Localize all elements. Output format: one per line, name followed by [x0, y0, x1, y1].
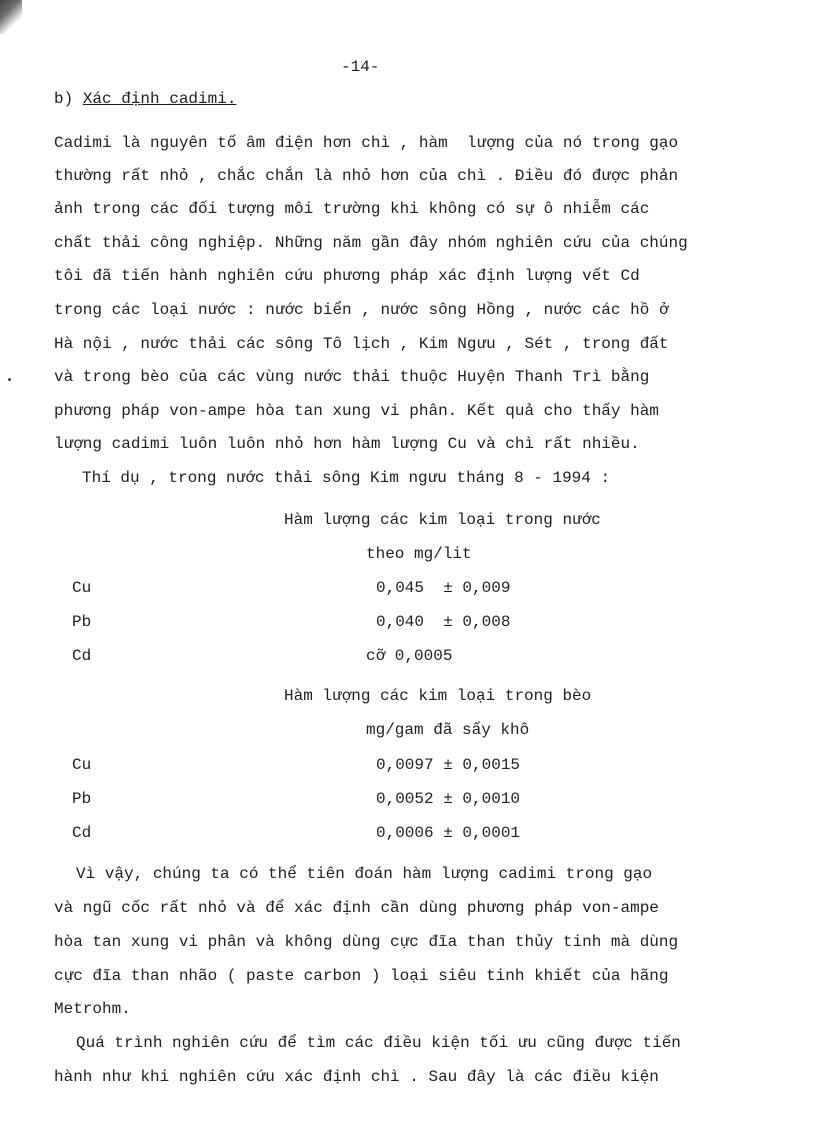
paragraph2-line: Vì vậy, chúng ta có thể tiên đoán hàm lượng cadimi trong gạo — [76, 865, 653, 883]
paragraph1-line: thường rất nhỏ , chắc chắn là nhỏ hơn của chì . Điều đó được phản — [54, 167, 679, 185]
water-element-label: Pb — [72, 613, 92, 631]
water-element-value: 0,045 ± 0,009 — [376, 579, 511, 597]
weed-element-value: 0,0006 ± 0,0001 — [376, 824, 521, 842]
section-heading — [54, 90, 236, 108]
paragraph1-line: và trong bèo của các vùng nước thải thuộc Huyện Thanh Trì bằng — [54, 368, 650, 386]
weed-element-label: Cu — [72, 756, 92, 774]
scan-corner-mark — [0, 0, 22, 34]
paragraph2-line: Metrohm. — [54, 1000, 131, 1018]
water-table-unit: theo mg/lit — [366, 545, 472, 563]
water-element-label: Cu — [72, 579, 92, 597]
weed-element-label: Pb — [72, 790, 92, 808]
weed-table-unit: mg/gam đã sấy khô — [366, 721, 530, 739]
section-title: Xác định cadimi. — [82, 90, 237, 108]
paragraph2-line: hòa tan xung vi phân và không dùng cực đĩa than thủy tinh mà dùng — [54, 933, 679, 951]
paragraph1-line: ảnh trong các đối tượng môi trường khi không có sự ô nhiễm các — [54, 200, 650, 218]
paragraph1-line: trong các loại nước : nước biển , nước sông Hồng , nước các hồ ở — [54, 301, 669, 319]
section-prefix: b) — [54, 90, 74, 108]
paragraph1-line: tôi đã tiến hành nghiên cứu phương pháp xác định lượng vết Cd — [54, 267, 640, 285]
page-number: -14- — [341, 58, 380, 76]
paragraph1-line: Cadimi là nguyên tố âm điện hơn chì , hàm lượng của nó trong gạo — [54, 134, 679, 152]
paragraph1-line: phương pháp von-ampe hòa tan xung vi phân. Kết quả cho thấy hàm — [54, 402, 659, 420]
weed-element-label: Cd — [72, 824, 92, 842]
weed-table-title: Hàm lượng các kim loại trong bèo — [284, 687, 592, 705]
water-element-value: 0,040 ± 0,008 — [376, 613, 511, 631]
paragraph2-line: và ngũ cốc rất nhỏ và để xác định cần dùng phương pháp von-ampe — [54, 899, 659, 917]
water-element-value: cỡ 0,0005 — [366, 647, 453, 665]
example-line: Thí dụ , trong nước thải sông Kim ngưu tháng 8 - 1994 : — [82, 469, 611, 487]
paragraph1-line: lượng cadimi luôn luôn nhỏ hơn hàm lượng Cu và chì rất nhiều. — [54, 435, 640, 453]
water-table-title: Hàm lượng các kim loại trong nước — [284, 511, 601, 529]
weed-element-value: 0,0097 ± 0,0015 — [376, 756, 521, 774]
water-element-label: Cd — [72, 647, 92, 665]
weed-element-value: 0,0052 ± 0,0010 — [376, 790, 521, 808]
scan-margin-dot — [8, 378, 11, 381]
paragraph3-line: Quá trình nghiên cứu để tìm các điều kiện tối ưu cũng được tiến — [76, 1034, 681, 1052]
paragraph1-line: chất thải công nghiệp. Những năm gần đây nhóm nghiên cứu của chúng — [54, 234, 688, 252]
paragraph3-line: hành như khi nghiên cứu xác định chì . Sau đây là các điều kiện — [54, 1068, 659, 1086]
paragraph2-line: cực đĩa than nhão ( paste carbon ) loại siêu tinh khiết của hãng — [54, 967, 669, 985]
paragraph1-line: Hà nội , nước thải các sông Tô lịch , Kim Ngưu , Sét , trong đất — [54, 335, 669, 353]
